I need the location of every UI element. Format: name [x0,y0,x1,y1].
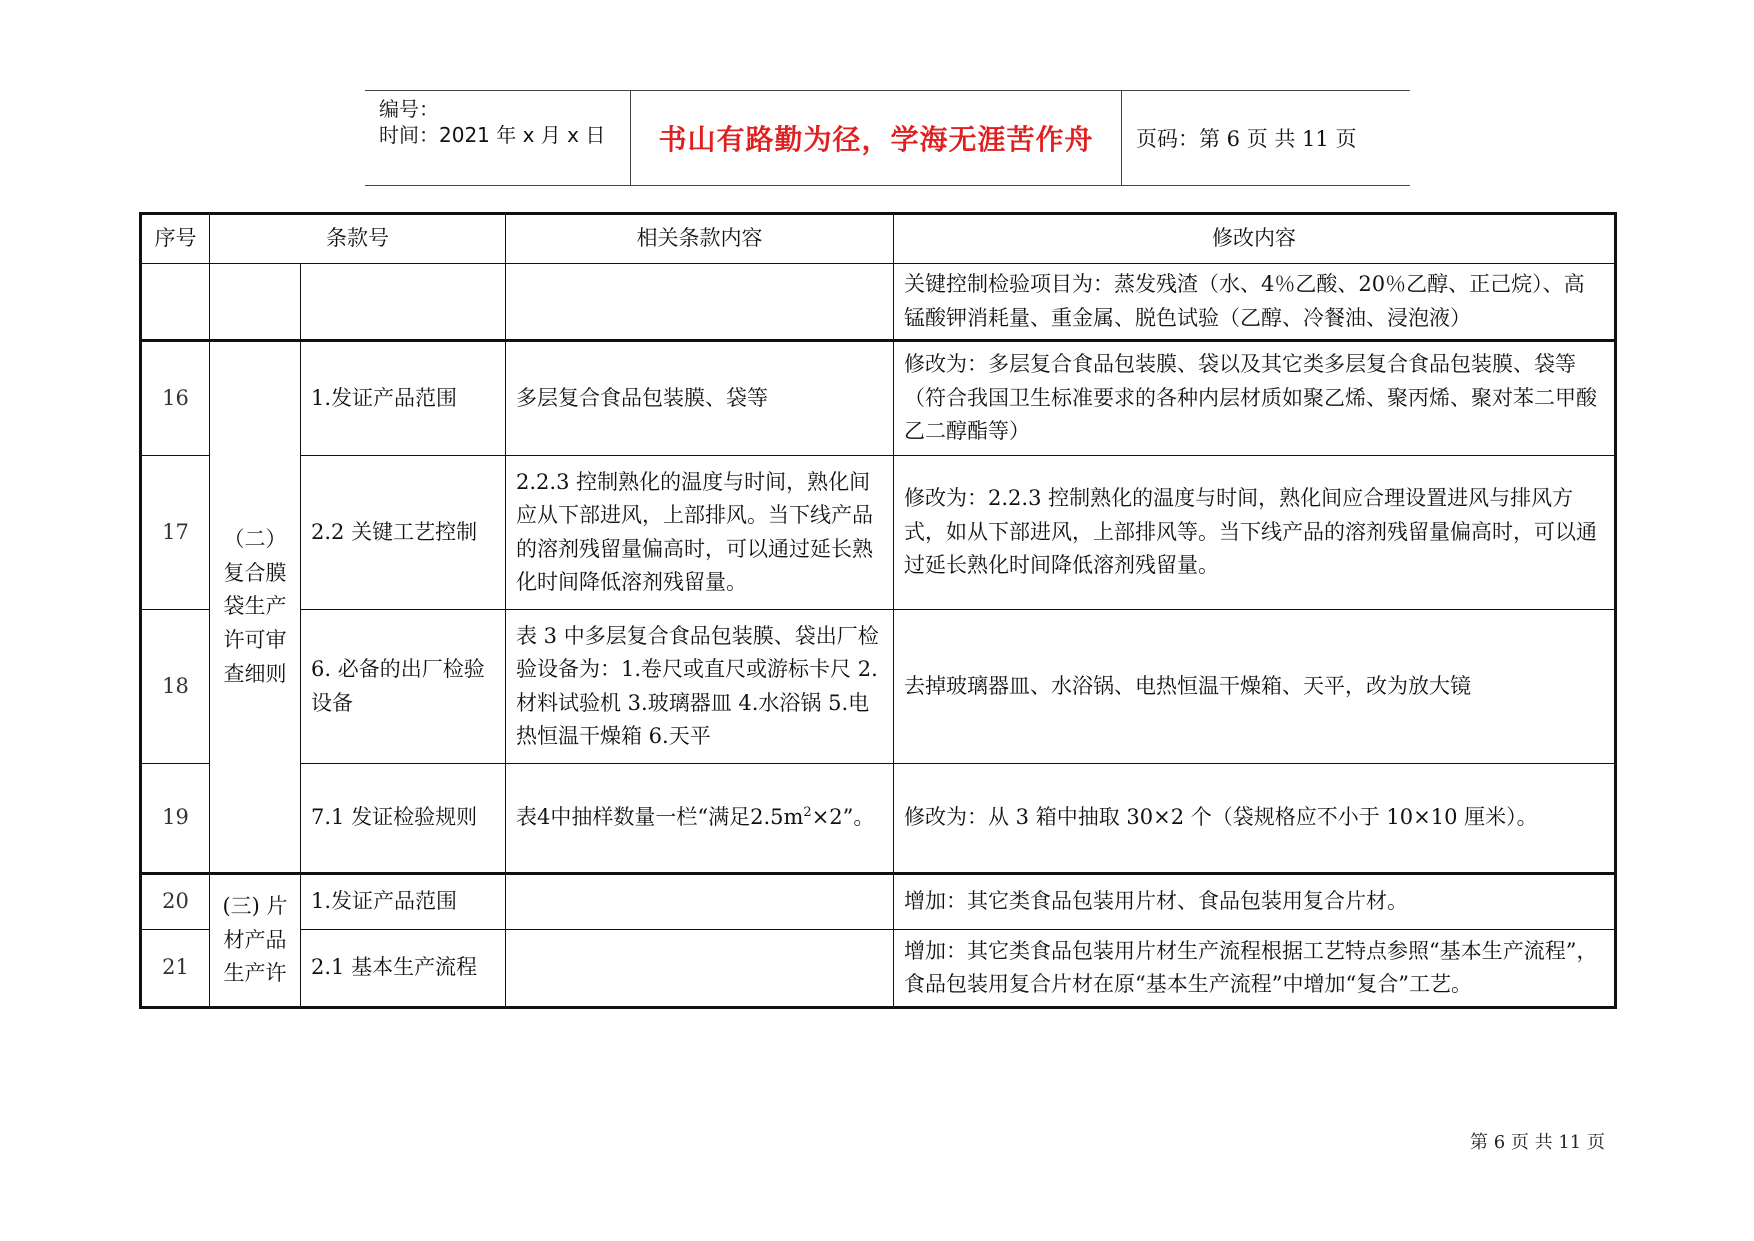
clause-cell: 1.发证产品范围 [301,341,506,456]
row-number: 20 [141,874,210,930]
col-header-content: 相关条款内容 [506,214,894,264]
page-footer: 第 6 页 共 11 页 [1470,1132,1605,1153]
row-number: 17 [141,456,210,610]
content-cell [506,264,894,341]
clause-cell: 1.发证产品范围 [301,874,506,930]
page-code: 页码：第 6 页 共 11 页 [1136,127,1357,151]
document-header [365,90,1410,186]
content-cell [506,874,894,930]
row-number: 18 [141,610,210,764]
content-text-end: ×2”。 [811,805,875,830]
table-row [141,341,1616,456]
table-row [141,456,1616,610]
row-number: 19 [141,764,210,874]
superscript-text: 2 [803,805,812,821]
header-meta [365,91,630,185]
header-page-cell [1122,91,1410,185]
table-row [141,874,1616,930]
col-header-clause: 条款号 [210,214,506,264]
clause-cell: 6. 必备的出厂检验设备 [301,610,506,764]
change-cell: 修改为：从 3 箱中抽取 30×2 个（袋规格应不小于 10×10 厘米）。 [894,764,1616,874]
group-cell-empty [210,264,301,341]
motto-text: 书山有路勤为径，学海无涯苦作舟 [658,123,1094,156]
table-header-row [141,214,1616,264]
change-cell: 修改为：2.2.3 控制熟化的温度与时间，熟化间应合理设置进风与排风方式，如从下部进风，上部排风等。当下线产品的溶剂残留量偏高时，可以通过延长熟化时间降低溶剂残留量。 [894,456,1616,610]
revision-table [139,212,1617,1009]
content-cell: 2.2.3 控制熟化的温度与时间，熟化间应从下部进风，上部排风。当下线产品的溶剂残留量偏高时，可以通过延长熟化时间降低溶剂残留量。 [506,456,894,610]
header-motto-cell [630,91,1122,185]
clause-cell: 7.1 发证检验规则 [301,764,506,874]
col-header-seq: 序号 [141,214,210,264]
group-cell-sheet-material: (三) 片材产品生产许 [210,874,301,1008]
clause-cell: 2.2 关键工艺控制 [301,456,506,610]
content-cell: 表 3 中多层复合食品包装膜、袋出厂检验设备为：1.卷尺或直尺或游标卡尺 2.材料试验机 3.玻璃器皿 4.水浴锅 5.电热恒温干燥箱 6.天平 [506,610,894,764]
content-cell [506,764,894,874]
change-cell: 关键控制检验项目为：蒸发残渣（水、4％乙酸、20％乙醇、正己烷）、高锰酸钾消耗量、重金属、脱色试验（乙醇、冷餐油、浸泡液） [894,264,1616,341]
clause-cell: 2.1 基本生产流程 [301,930,506,1008]
change-cell: 去掉玻璃器皿、水浴锅、电热恒温干燥箱、天平，改为放大镜 [894,610,1616,764]
content-text: 表4中抽样数量一栏“满足2.5m [516,805,804,830]
table-row [141,764,1616,874]
table-row [141,930,1616,1008]
change-cell: 修改为：多层复合食品包装膜、袋以及其它类多层复合食品包装膜、袋等（符合我国卫生标准要求的各种内层材质如聚乙烯、聚丙烯、聚对苯二甲酸乙二醇酯等） [894,341,1616,456]
clause-cell [301,264,506,341]
group-cell-composite-film: （二）复合膜袋生产许可审查细则 [210,341,301,874]
row-number: 21 [141,930,210,1008]
row-number: 16 [141,341,210,456]
content-cell [506,930,894,1008]
row-number [141,264,210,341]
change-cell: 增加：其它类食品包装用片材生产流程根据工艺特点参照“基本生产流程”，食品包装用复合片材在原“基本生产流程”中增加“复合”工艺。 [894,930,1616,1008]
content-cell: 多层复合食品包装膜、袋等 [506,341,894,456]
change-cell: 增加：其它类食品包装用片材、食品包装用复合片材。 [894,874,1616,930]
table-row [141,264,1616,341]
table-row [141,610,1616,764]
col-header-change: 修改内容 [894,214,1616,264]
document-time: 时间：2021 年 x 月 x 日 [379,123,606,147]
document-number-label: 编号： [379,97,439,121]
